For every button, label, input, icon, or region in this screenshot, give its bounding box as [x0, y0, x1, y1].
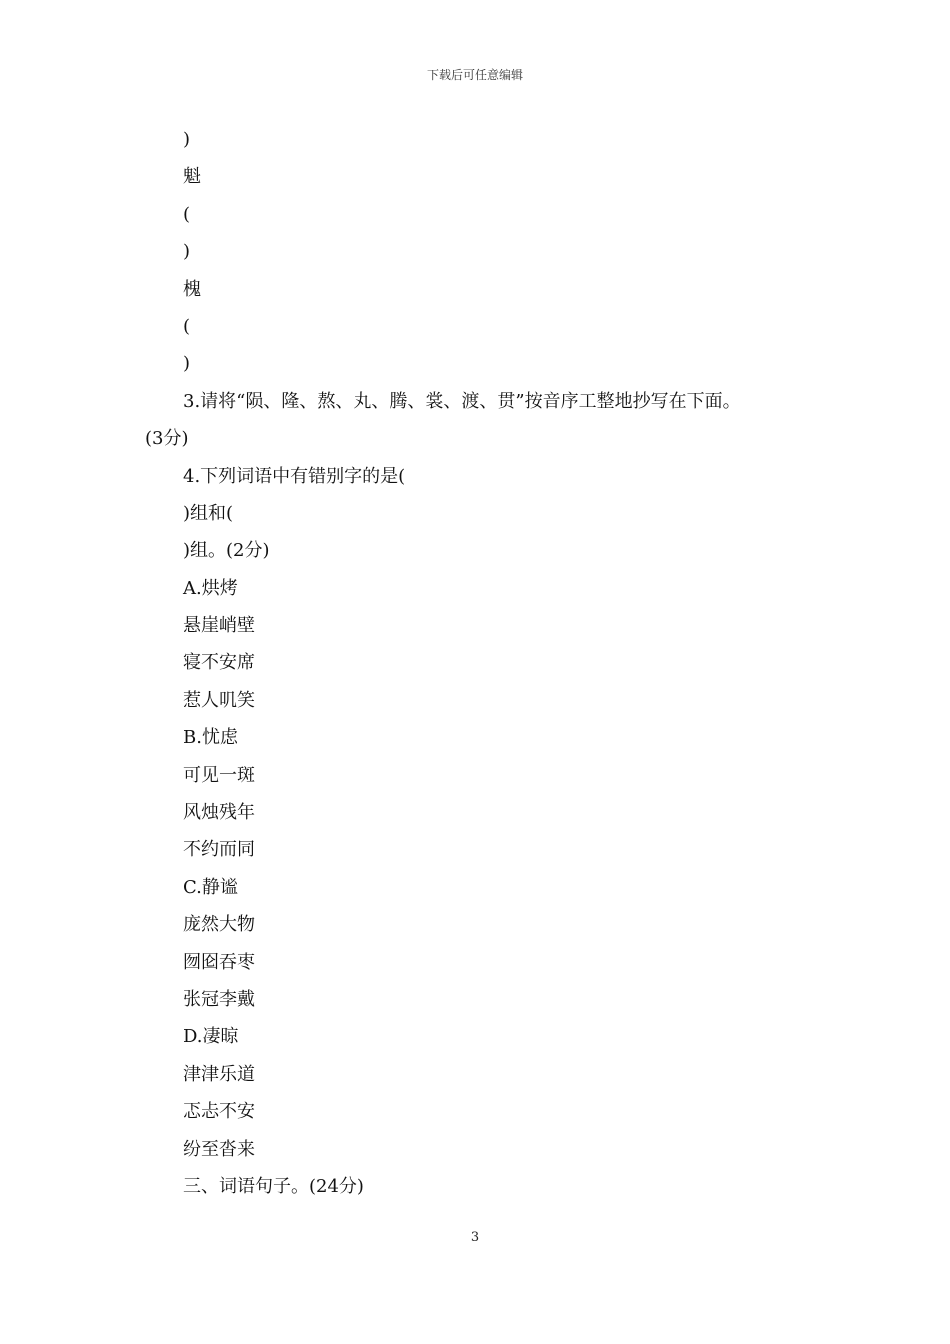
- option-d-word: 忑忐不安: [183, 1101, 255, 1123]
- paren-close-line: ): [183, 241, 191, 263]
- option-b: B.忧虑: [183, 727, 238, 749]
- option-d-word: 纷至沓来: [183, 1138, 255, 1160]
- section-3-heading: 三、词语句子。(24分): [183, 1175, 364, 1197]
- question-4: 4.下列词语中有错别字的是(: [183, 465, 406, 487]
- option-b-word: 可见一斑: [183, 764, 255, 786]
- paren-close-line: ): [183, 353, 191, 375]
- question-3: 3.请将“陨、隆、熬、丸、腾、裳、渡、贯”按音序工整地抄写在下面。: [183, 390, 741, 412]
- option-c-word: 张冠李戴: [183, 988, 255, 1010]
- paren-close-line: ): [183, 129, 191, 150]
- char-huai: 槐: [183, 278, 201, 300]
- option-b-word: 不约而同: [183, 839, 255, 861]
- question-4-cont-2: )组。(2分): [183, 540, 270, 562]
- paren-open-line: (: [183, 315, 191, 337]
- option-c: C.静谧: [183, 876, 238, 898]
- option-d-word: 津津乐道: [183, 1063, 255, 1085]
- option-a: A.烘烤: [183, 577, 238, 599]
- option-c-word: 囫囵吞枣: [183, 951, 255, 973]
- page-header: 下载后可任意编辑: [426, 68, 523, 82]
- page-number: 3: [470, 1230, 480, 1245]
- document-body: [145, 121, 825, 1205]
- paren-open-line: (: [183, 203, 191, 225]
- char-kui: 魁: [183, 166, 201, 188]
- option-d: D.凄晾: [183, 1026, 239, 1048]
- option-a-word: 寝不安席: [183, 652, 255, 674]
- option-a-word: 惹人叽笑: [183, 689, 255, 711]
- question-3-score: (3分): [145, 428, 189, 450]
- option-c-word: 庞然大物: [183, 914, 255, 936]
- option-b-word: 风烛残年: [183, 802, 255, 824]
- option-a-word: 悬崖峭壁: [183, 615, 255, 637]
- question-4-cont-1: )组和(: [183, 502, 234, 524]
